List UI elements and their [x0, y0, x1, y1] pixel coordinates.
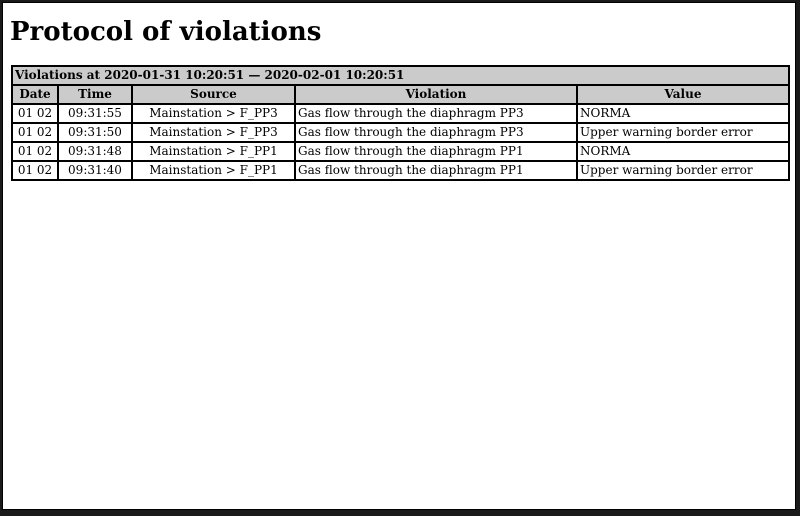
cell-violation: Gas flow through the diaphragm PP1: [295, 142, 577, 161]
cell-value: NORMA: [577, 142, 789, 161]
cell-value: Upper warning border error: [577, 123, 789, 142]
period-label: Violations at 2020-01-31 10:20:51 — 2020-02-01 10:20:51: [12, 66, 789, 85]
column-header-violation: Violation: [295, 85, 577, 104]
table-row: [12, 123, 789, 142]
table-row: [12, 104, 789, 123]
cell-violation: Gas flow through the diaphragm PP3: [295, 104, 577, 123]
table-row: [12, 161, 789, 180]
cell-violation: Gas flow through the diaphragm PP3: [295, 123, 577, 142]
cell-date: 01 02: [12, 142, 58, 161]
cell-date: 01 02: [12, 161, 58, 180]
report-page: [2, 2, 796, 510]
cell-value: NORMA: [577, 104, 789, 123]
column-header-source: Source: [132, 85, 295, 104]
cell-date: 01 02: [12, 104, 58, 123]
cell-source: Mainstation > F_PP1: [132, 161, 295, 180]
cell-source: Mainstation > F_PP3: [132, 123, 295, 142]
cell-time: 09:31:40: [58, 161, 132, 180]
cell-value: Upper warning border error: [577, 161, 789, 180]
cell-time: 09:31:48: [58, 142, 132, 161]
column-header-date: Date: [12, 85, 58, 104]
column-header-time: Time: [58, 85, 132, 104]
period-row: [12, 66, 789, 85]
column-header-row: [12, 85, 789, 104]
cell-date: 01 02: [12, 123, 58, 142]
cell-violation: Gas flow through the diaphragm PP1: [295, 161, 577, 180]
cell-time: 09:31:55: [58, 104, 132, 123]
column-header-value: Value: [577, 85, 789, 104]
cell-source: Mainstation > F_PP1: [132, 142, 295, 161]
violations-table: [11, 65, 790, 181]
cell-source: Mainstation > F_PP3: [132, 104, 295, 123]
page-title: Protocol of violations: [10, 17, 322, 47]
cell-time: 09:31:50: [58, 123, 132, 142]
table-row: [12, 142, 789, 161]
